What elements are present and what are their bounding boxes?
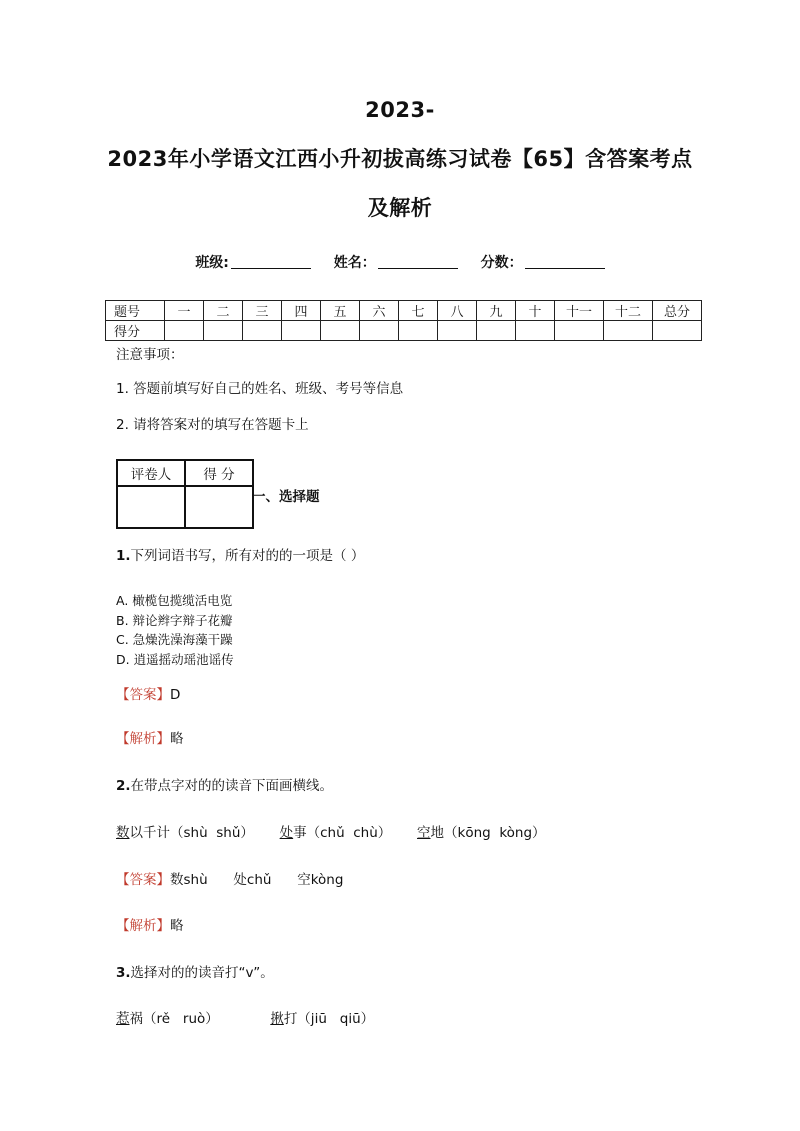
q2-item <box>280 825 392 841</box>
score-cell[interactable] <box>165 321 204 341</box>
q1-answer <box>116 683 180 703</box>
score-col: 八 <box>438 301 477 321</box>
section-title: 一、选择题 <box>252 489 320 505</box>
reviewer-label: 评卷人 <box>117 460 185 486</box>
score-col: 十二 <box>604 301 653 321</box>
q3-number: 3. <box>116 965 131 981</box>
notes-heading: 注意事项： <box>116 347 184 363</box>
reviewer-cell[interactable] <box>117 486 185 528</box>
q1-answer-value: D <box>170 687 181 703</box>
score-col: 三 <box>243 301 282 321</box>
q2-answer-value: 数shù <box>170 872 208 888</box>
score-cell[interactable] <box>282 321 321 341</box>
score-cell[interactable] <box>204 321 243 341</box>
score-table-score-row <box>106 321 702 341</box>
note-item: 1. 答题前填写好自己的姓名、班级、考号等信息 <box>116 381 404 397</box>
q2-item <box>417 825 546 841</box>
q1-stem-text: 下列词语书写，所有对的的一项是（ ） <box>130 548 365 564</box>
score-cell[interactable] <box>555 321 604 341</box>
score-table <box>105 300 702 341</box>
score-col: 十 <box>516 301 555 321</box>
score-cell[interactable] <box>399 321 438 341</box>
score-cell[interactable] <box>653 321 702 341</box>
doc-title-line2: 2023年小学语文江西小升初拔高练习试卷【65】含答案考点 <box>107 147 693 171</box>
name-blank[interactable] <box>378 254 458 269</box>
score-cell[interactable] <box>360 321 399 341</box>
q1-answer-tag: 【答案】 <box>116 687 170 703</box>
q2-answer-tag: 【答案】 <box>116 872 170 888</box>
score-col: 七 <box>399 301 438 321</box>
score-cell[interactable] <box>321 321 360 341</box>
q2-stem-text: 在带点字对的的读音下面画横线。 <box>130 778 334 794</box>
student-info-row <box>0 252 800 272</box>
score-cell[interactable] <box>604 321 653 341</box>
q2-item-char: 处 <box>279 825 294 841</box>
q3-item <box>270 1011 374 1027</box>
q2-item <box>116 825 254 841</box>
q2-analysis-tag: 【解析】 <box>116 918 170 934</box>
q2-item-rest: 以千计（shù shǔ） <box>129 825 254 841</box>
score-col: 十一 <box>555 301 604 321</box>
doc-title-line1: 2023- <box>365 98 435 122</box>
q1-number: 1. <box>116 548 131 564</box>
q1-option-b[interactable]: B. 辩论辫字辩子花瓣 <box>116 612 233 628</box>
q2-stem <box>116 774 333 794</box>
q3-item-char: 揪 <box>270 1011 284 1027</box>
q1-analysis <box>116 727 184 747</box>
doc-title-line3: 及解析 <box>367 196 433 220</box>
score-col: 总分 <box>653 301 702 321</box>
score-col: 一 <box>165 301 204 321</box>
score-col: 五 <box>321 301 360 321</box>
score-label: 分数： <box>480 255 523 271</box>
score-cell[interactable] <box>477 321 516 341</box>
score-cell[interactable] <box>243 321 282 341</box>
q1-stem <box>116 544 364 564</box>
q3-item-rest: 祸（rě ruò） <box>129 1011 219 1027</box>
q3-stem <box>116 961 274 981</box>
class-label: 班级: <box>195 255 229 271</box>
q2-number: 2. <box>116 778 131 794</box>
score-col: 九 <box>477 301 516 321</box>
reviewer-table <box>116 459 254 529</box>
q1-option-c[interactable]: C. 急燥洗澡海藻干躁 <box>116 632 233 647</box>
name-label: 姓名： <box>333 255 376 271</box>
note-item: 2. 请将答案对的填写在答题卡上 <box>116 417 309 433</box>
q3-item-rest: 打（jiū qiū） <box>283 1011 375 1027</box>
q2-analysis-value: 略 <box>170 918 184 934</box>
class-blank[interactable] <box>231 254 311 269</box>
q3-stem-text: 选择对的的读音打“v”。 <box>130 965 274 981</box>
score-col: 二 <box>204 301 243 321</box>
q2-item-char: 数 <box>116 825 130 841</box>
q1-analysis-tag: 【解析】 <box>116 731 170 747</box>
q1-analysis-value: 略 <box>170 731 184 747</box>
reviewer-score-label: 得 分 <box>185 460 253 486</box>
q1-options <box>116 591 234 669</box>
q2-items <box>116 821 546 841</box>
score-col: 六 <box>360 301 399 321</box>
score-col: 四 <box>282 301 321 321</box>
q3-items <box>116 1007 374 1027</box>
q1-option-d[interactable]: D. 逍遥摇动瑶池谣传 <box>116 651 234 667</box>
q2-answer-value: 处chǔ <box>233 872 272 888</box>
q2-answer-value: 空kòng <box>297 872 344 888</box>
reviewer-score-cell[interactable] <box>185 486 253 528</box>
q3-item <box>116 1011 219 1027</box>
q1-option-a[interactable]: A. 橄榄包揽缆活电览 <box>116 593 233 608</box>
q2-item-char: 空 <box>417 825 431 841</box>
score-table-header-label: 题号 <box>106 301 165 321</box>
q2-answer <box>116 868 343 888</box>
q3-item-char: 惹 <box>116 1011 130 1027</box>
q2-item-rest: 地（kōng kòng） <box>430 825 546 841</box>
q2-item-rest: 事（chǔ chù） <box>293 825 392 841</box>
score-cell[interactable] <box>438 321 477 341</box>
q2-analysis <box>116 914 184 934</box>
score-cell[interactable] <box>516 321 555 341</box>
score-table-header-row <box>106 301 702 321</box>
score-table-row-label: 得分 <box>106 321 165 341</box>
score-blank[interactable] <box>525 254 605 269</box>
